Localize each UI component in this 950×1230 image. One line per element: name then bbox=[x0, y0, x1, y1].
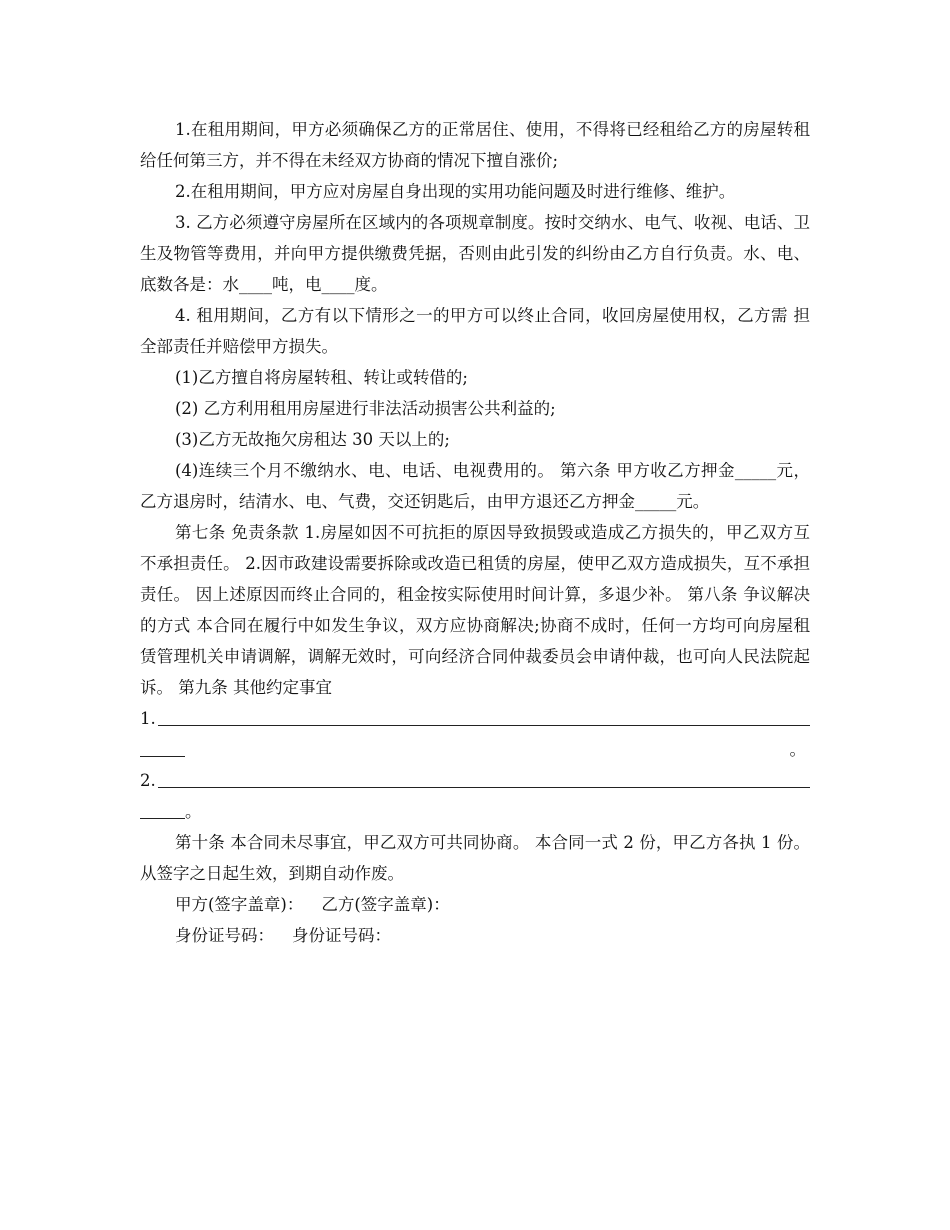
party-b-signature-label: 乙方(签字盖章)： bbox=[321, 895, 450, 914]
clause-4-item-2: (2) 乙方利用租用房屋进行非法活动损害公共利益的; bbox=[175, 399, 556, 418]
clause-4-item-1: (1)乙方擅自将房屋转租、转让或转借的; bbox=[175, 368, 468, 387]
other-item-2-line bbox=[140, 765, 810, 796]
other-item-1-number: 1. bbox=[140, 709, 156, 728]
clause-4-item-3: (3)乙方无故拖欠房租达 30 天以上的; bbox=[175, 430, 450, 449]
signature-line bbox=[140, 889, 810, 920]
article-7-8-9: 第七条 免责条款 1.房屋如因不可抗拒的原因导致损毁或造成乙方损失的，甲乙双方互不承担责任。 2.因市政建设需要拆除或改造已租赁的房屋，使甲乙双方造成损失，互不承担责任。 因上述原因而终止合同的，租金按实际使用时间计算，多退少补。 第八条 争议解决的方式 本合同在履行中如发生争议，双方应协商解决;协商不成时，任何一方均可向房屋租赁管理机关申请调解，调解无效时，可向经济合同仲裁委员会申请仲裁，也可向人民法院起诉。 第九条 其他约定事宜 bbox=[140, 523, 810, 697]
clause-1: 1.在租用期间，甲方必须确保乙方的正常居住、使用，不得将已经租给乙方的房屋转租给任何第三方，并不得在未经双方协商的情况下擅自涨价; bbox=[140, 120, 810, 170]
other-item-2-continuation bbox=[140, 796, 810, 827]
id-number-line bbox=[140, 920, 810, 951]
clause-2: 2.在租用期间，甲方应对房屋自身出现的实用功能问题及时进行维修、维护。 bbox=[175, 182, 736, 201]
blank-underline bbox=[158, 787, 810, 788]
party-a-signature-label: 甲方(签字盖章)： bbox=[175, 895, 304, 914]
blank-underline-short bbox=[140, 756, 185, 757]
blank-underline-short bbox=[140, 818, 185, 819]
blank-underline bbox=[158, 725, 810, 726]
other-item-1-end: 。 bbox=[789, 740, 806, 759]
party-a-id-label: 身份证号码： bbox=[175, 926, 274, 945]
other-item-2-end: 。 bbox=[185, 802, 202, 821]
clause-3: 3. 乙方必须遵守房屋所在区域内的各项规章制度。按时交纳水、电气、收视、电话、卫生及物管等费用，并向甲方提供缴费凭据，否则由此引发的纠纷由乙方自行负责。水、电、底数各是：水____吨，电____度。 bbox=[140, 213, 810, 294]
party-b-id-label: 身份证号码： bbox=[292, 926, 391, 945]
clause-4-item-4-and-article-6: (4)连续三个月不缴纳水、电、电话、电视费用的。 第六条 甲方收乙方押金_____元，乙方退房时，结清水、电、气费，交还钥匙后，由甲方退还乙方押金_____元。 bbox=[140, 461, 810, 511]
article-10: 第十条 本合同未尽事宜，甲乙双方可共同协商。 本合同一式 2 份，甲乙方各执 1 份。从签字之日起生效，到期自动作废。 bbox=[140, 833, 810, 883]
other-item-1-continuation bbox=[140, 734, 810, 765]
clause-4: 4. 租用期间，乙方有以下情形之一的甲方可以终止合同，收回房屋使用权，乙方需 担全部责任并赔偿甲方损失。 bbox=[140, 306, 810, 356]
other-item-2-number: 2. bbox=[140, 771, 156, 790]
contract-page bbox=[140, 114, 810, 951]
other-item-1-line bbox=[140, 703, 810, 734]
